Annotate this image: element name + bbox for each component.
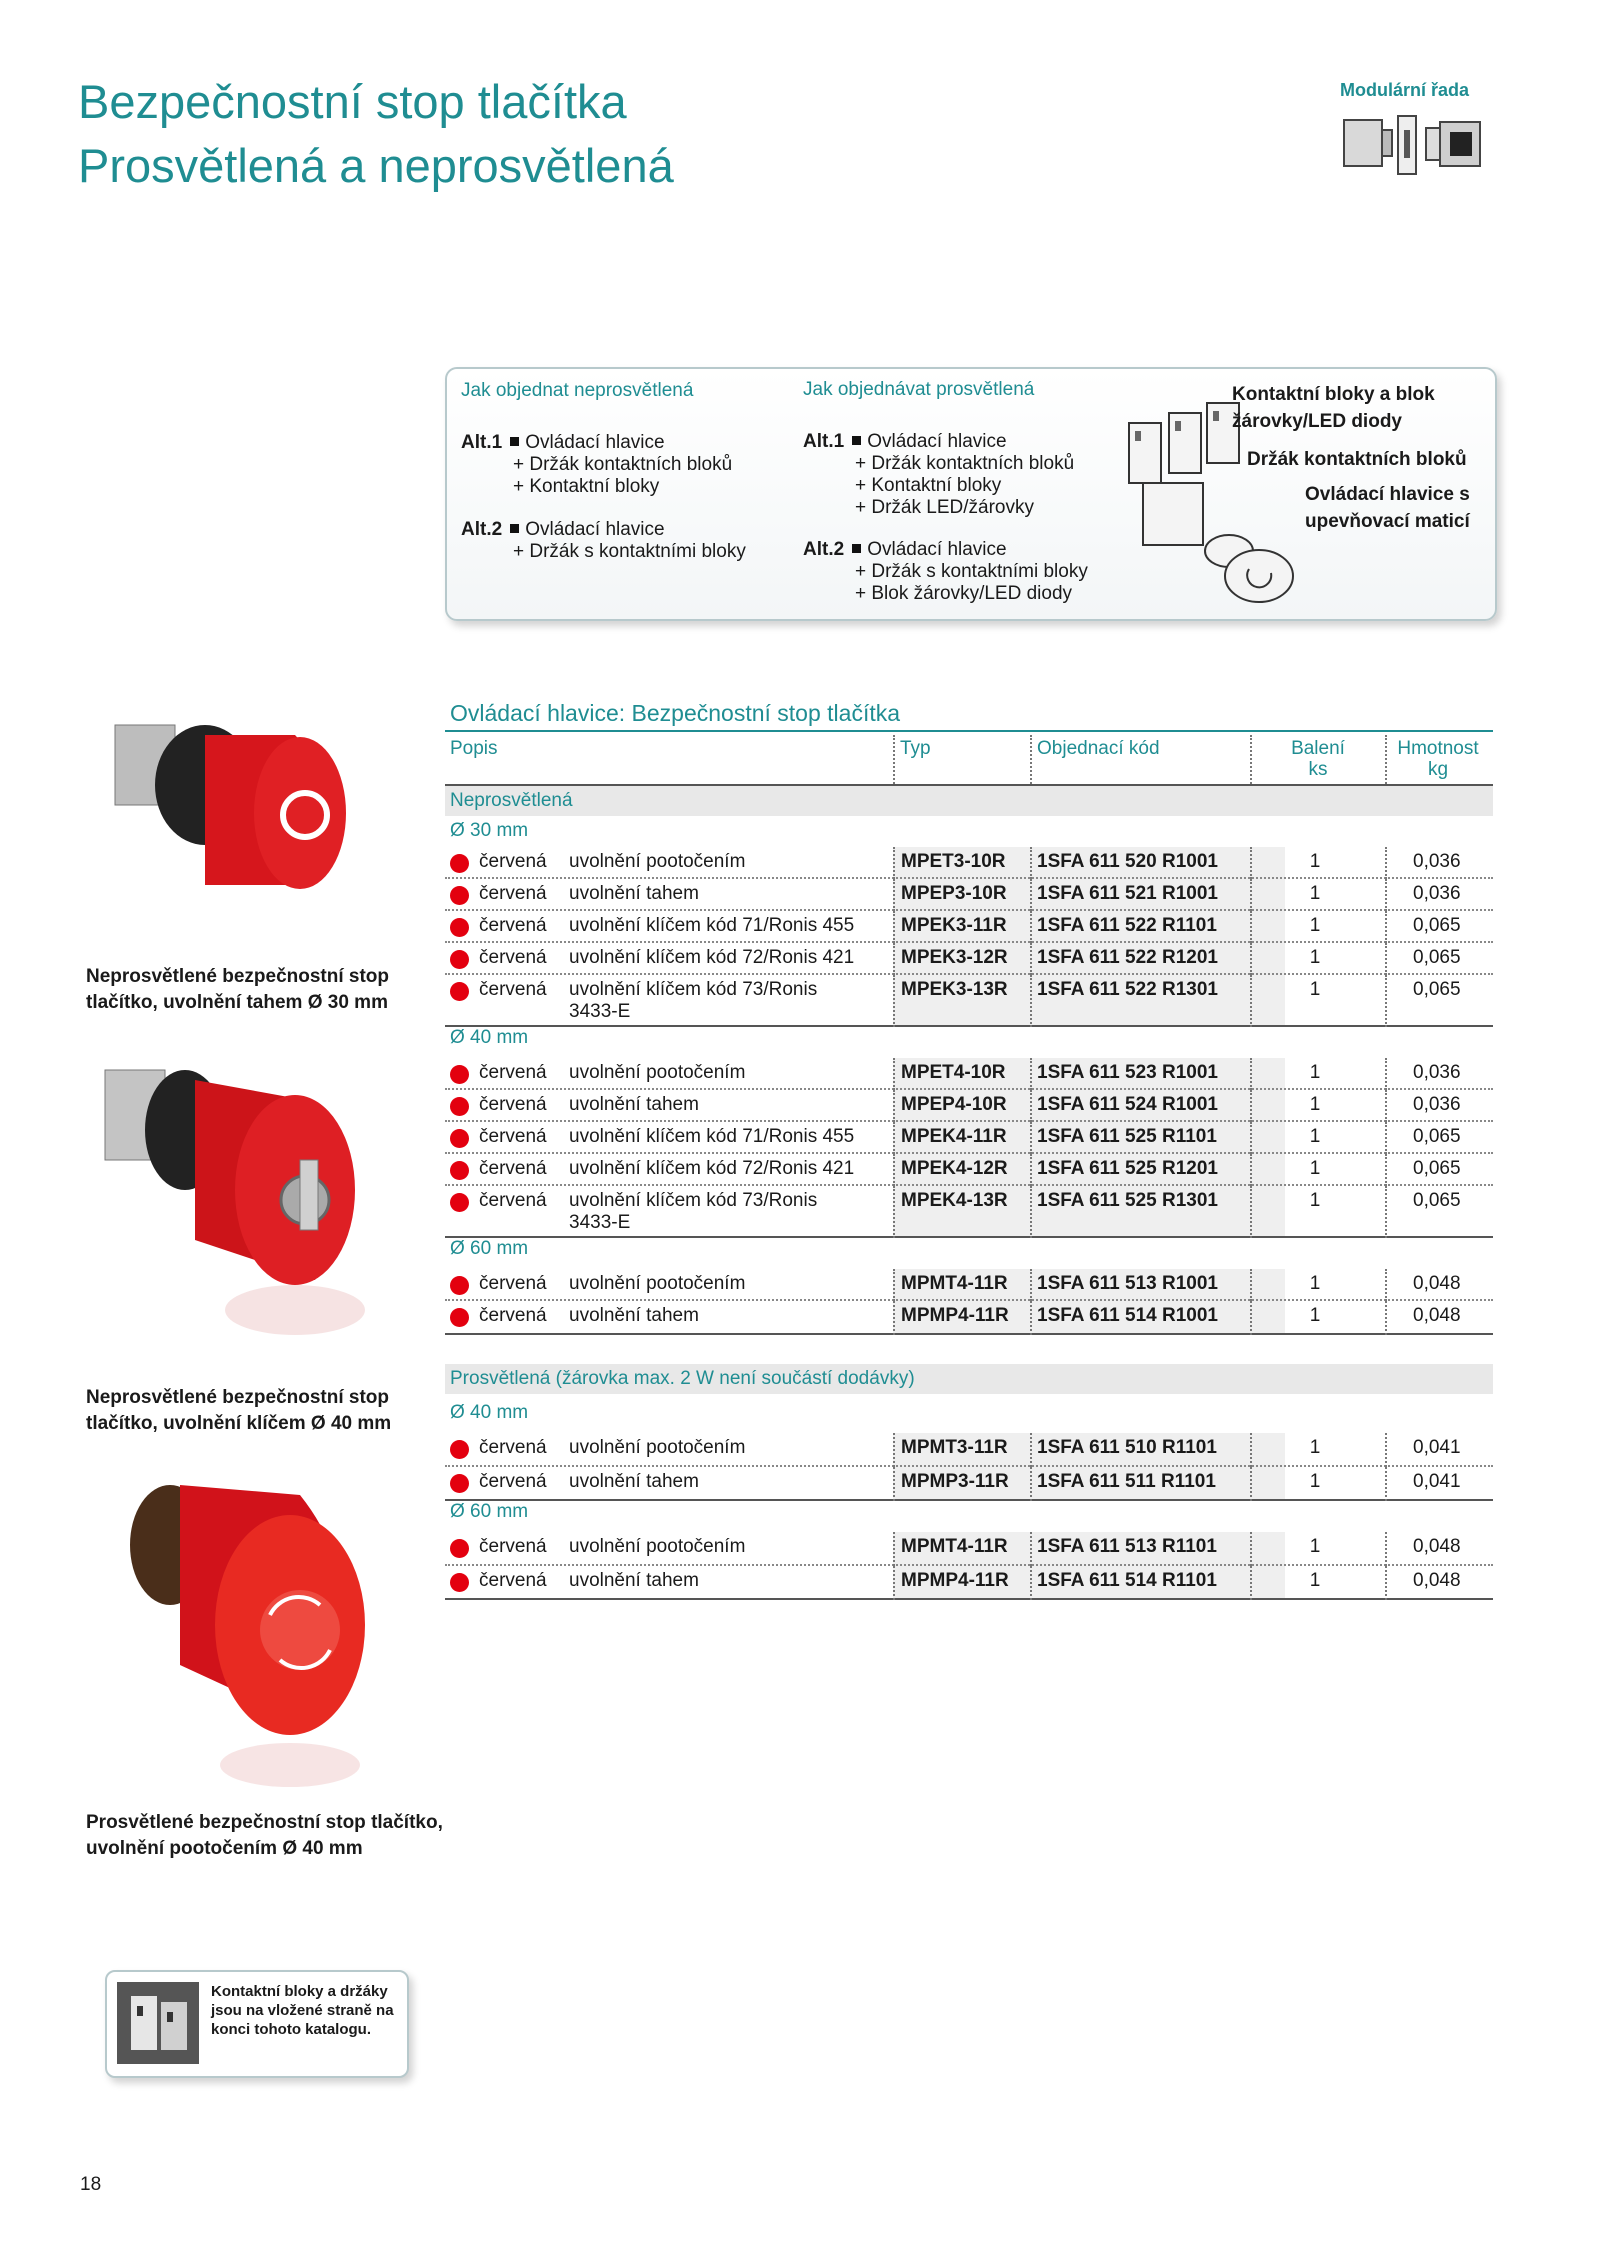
note-text: Kontaktní bloky a držáky jsou na vložené straně na konci tohoto katalogu.	[211, 1983, 394, 2038]
page-title	[78, 70, 674, 198]
column-divider	[893, 1269, 895, 1301]
cell-description: uvolnění pootočením	[569, 1273, 746, 1294]
cell-color: červená	[479, 851, 547, 872]
cell-order-code: 1SFA 611 514 R1001	[1037, 1305, 1218, 1326]
cell-order-code: 1SFA 611 521 R1001	[1037, 883, 1218, 904]
red-color-dot-icon	[450, 1097, 469, 1116]
column-divider	[1250, 847, 1252, 879]
column-divider	[1385, 1186, 1387, 1238]
cell-order-code: 1SFA 611 525 R1301	[1037, 1190, 1218, 1211]
page-number: 18	[80, 2174, 102, 2195]
column-divider	[893, 1186, 895, 1238]
cell-pack-qty: 1	[1309, 1094, 1321, 1115]
row-rule	[445, 1236, 1493, 1238]
red-color-dot-icon	[450, 1129, 469, 1148]
column-divider	[1385, 1269, 1387, 1301]
table-row	[445, 975, 1493, 1027]
cell-description: uvolnění klíčem kód 72/Ronis 421	[569, 947, 855, 968]
column-divider	[893, 1122, 895, 1154]
table-row	[445, 1467, 1493, 1501]
column-divider	[1030, 1566, 1032, 1600]
cell-order-code: 1SFA 611 522 R1101	[1037, 915, 1217, 936]
column-divider	[1030, 1433, 1032, 1467]
cell-description: uvolnění pootočením	[569, 851, 746, 872]
cell-weight: 0,048	[1413, 1305, 1461, 1326]
alt1-label: Alt.1	[461, 432, 503, 453]
cell-order-code: 1SFA 611 522 R1201	[1037, 947, 1218, 968]
cell-type: MPMP3-11R	[901, 1471, 1009, 1492]
caption-line: Neprosvětlené bezpečnostní stop	[86, 966, 390, 987]
cell-pack-qty: 1	[1309, 851, 1321, 872]
diameter-60: Ø 60 mm	[450, 1238, 529, 1259]
table-row	[445, 1269, 1493, 1301]
cell-pack-qty: 1	[1309, 979, 1321, 1000]
column-divider	[1250, 975, 1252, 1027]
column-divider	[1030, 975, 1032, 1027]
cell-description: uvolnění klíčem kód 71/Ronis 455	[569, 915, 855, 936]
lit-order-heading: Jak objednávat prosvětlená	[803, 379, 1035, 400]
column-divider	[1385, 1532, 1387, 1566]
red-color-dot-icon	[450, 1308, 469, 1327]
cell-type: MPEK4-11R	[901, 1126, 1007, 1147]
row-rule	[445, 1499, 1493, 1501]
row-rule	[445, 1598, 1493, 1600]
cell-weight: 0,065	[1413, 947, 1461, 968]
cell-color: červená	[479, 1094, 547, 1115]
cell-order-code: 1SFA 611 525 R1101	[1037, 1126, 1217, 1147]
cell-pack-qty: 1	[1309, 915, 1321, 936]
caption-line: Neprosvětlené bezpečnostní stop	[86, 1387, 390, 1408]
column-divider	[1250, 1154, 1252, 1186]
column-divider	[1030, 1154, 1032, 1186]
cell-pack-qty: 1	[1309, 1273, 1321, 1294]
caption-key-40mm	[86, 1385, 391, 1437]
cell-type: MPMP4-11R	[901, 1305, 1009, 1326]
cell-order-code: 1SFA 611 511 R1101	[1037, 1471, 1216, 1492]
nonlit-alt1	[461, 432, 732, 498]
cell-description: uvolnění pootočením	[569, 1536, 746, 1557]
column-divider	[1250, 1301, 1252, 1335]
bullet-square-icon	[510, 437, 519, 446]
cell-description: uvolnění tahem	[569, 1094, 699, 1115]
label-operator-head	[1305, 481, 1470, 535]
cell-color: červená	[479, 1305, 547, 1326]
column-divider	[893, 943, 895, 975]
header-line: ks	[1308, 759, 1328, 780]
diameter-40: Ø 40 mm	[450, 1027, 529, 1048]
cell-color: červená	[479, 1190, 547, 1211]
column-divider	[1385, 911, 1387, 943]
column-divider	[893, 1467, 895, 1501]
table-row	[445, 1301, 1493, 1335]
row-rule	[445, 1333, 1493, 1335]
cell-description: uvolnění klíčem kód 73/Ronis 3433-E	[569, 979, 818, 1022]
column-divider	[1385, 1122, 1387, 1154]
column-divider	[1030, 1122, 1032, 1154]
cell-description: uvolnění tahem	[569, 1305, 699, 1326]
header-popis: Popis	[450, 738, 498, 759]
cell-color: červená	[479, 1536, 547, 1557]
header-divider	[893, 735, 895, 784]
cell-order-code: 1SFA 611 522 R1301	[1037, 979, 1218, 1000]
cell-color: červená	[479, 883, 547, 904]
column-divider	[1385, 847, 1387, 879]
header-baleni	[1268, 738, 1368, 780]
cell-type: MPEK3-11R	[901, 915, 1007, 936]
column-divider	[1030, 943, 1032, 975]
column-divider	[893, 1301, 895, 1335]
table-row	[445, 879, 1493, 911]
label-line: upevňovací maticí	[1305, 511, 1470, 532]
caption-lit-twist-40mm	[86, 1810, 443, 1862]
cell-color: červená	[479, 1570, 547, 1591]
cell-color: červená	[479, 947, 547, 968]
column-divider	[1385, 943, 1387, 975]
modular-label: Modulární řada	[1340, 80, 1470, 100]
cell-description: uvolnění klíčem kód 72/Ronis 421	[569, 1158, 855, 1179]
caption-line: tlačítko, uvolnění klíčem Ø 40 mm	[86, 1413, 392, 1434]
section-nonlit: Neprosvětlená	[445, 786, 1493, 816]
red-color-dot-icon	[450, 1276, 469, 1295]
cell-order-code: 1SFA 611 513 R1001	[1037, 1273, 1218, 1294]
red-color-dot-icon	[450, 950, 469, 969]
red-color-dot-icon	[450, 982, 469, 1001]
product-image-lit-twist-40mm	[100, 1465, 380, 1795]
table-row	[445, 847, 1493, 879]
column-divider	[1030, 1058, 1032, 1090]
cell-description: uvolnění klíčem kód 71/Ronis 455	[569, 1126, 855, 1147]
column-divider	[1385, 879, 1387, 911]
column-divider	[1385, 1301, 1387, 1335]
caption-line: Prosvětlené bezpečnostní stop tlačítko,	[86, 1812, 443, 1833]
column-divider	[893, 1532, 895, 1566]
column-divider	[1250, 1467, 1252, 1501]
cell-pack-qty: 1	[1309, 1570, 1321, 1591]
cell-color: červená	[479, 915, 547, 936]
column-divider	[1030, 879, 1032, 911]
cell-type: MPMP4-11R	[901, 1570, 1009, 1591]
cell-description: uvolnění tahem	[569, 1570, 699, 1591]
cell-type: MPEK4-12R	[901, 1158, 1008, 1179]
column-divider	[1030, 1467, 1032, 1501]
cell-order-code: 1SFA 611 520 R1001	[1037, 851, 1218, 872]
label-contact-blocks	[1232, 381, 1435, 435]
alt2-line: Ovládací hlavice	[867, 539, 1007, 560]
cell-type: MPMT4-11R	[901, 1536, 1008, 1557]
alt2-label: Alt.2	[803, 539, 845, 560]
cell-order-code: 1SFA 611 525 R1201	[1037, 1158, 1218, 1179]
contact-block-icon	[117, 1982, 199, 2064]
red-color-dot-icon	[450, 886, 469, 905]
table-row	[445, 1058, 1493, 1090]
column-divider	[1030, 1532, 1032, 1566]
cell-color: červená	[479, 979, 547, 1000]
label-line: žárovky/LED diody	[1232, 411, 1402, 432]
column-divider	[1250, 1532, 1252, 1566]
cell-pack-qty: 1	[1309, 1437, 1321, 1458]
label-line: Kontaktní bloky a blok	[1232, 384, 1435, 405]
alt1-line: + Kontaktní bloky	[513, 476, 660, 497]
red-color-dot-icon	[450, 1065, 469, 1084]
title-line2: Prosvětlená a neprosvětlená	[78, 139, 674, 192]
table-row	[445, 1122, 1493, 1154]
column-divider	[1030, 847, 1032, 879]
alt1-line: + Držák kontaktních bloků	[513, 454, 733, 475]
cell-type: MPMT3-11R	[901, 1437, 1008, 1458]
diameter-40-lit: Ø 40 mm	[450, 1402, 529, 1423]
column-divider	[893, 1090, 895, 1122]
red-color-dot-icon	[450, 1539, 469, 1558]
diameter-30: Ø 30 mm	[450, 820, 529, 841]
cell-pack-qty: 1	[1309, 1305, 1321, 1326]
note-box	[105, 1970, 409, 2078]
column-divider	[1030, 911, 1032, 943]
lit-alt1	[803, 431, 1074, 519]
alt2-line: + Držák s kontaktními bloky	[513, 541, 746, 562]
cell-color: červená	[479, 1437, 547, 1458]
bullet-square-icon	[852, 436, 861, 445]
alt1-line: + Držák LED/žárovky	[855, 497, 1034, 518]
cell-type: MPEK4-13R	[901, 1190, 1008, 1211]
cell-weight: 0,065	[1413, 1158, 1461, 1179]
table-row	[445, 1433, 1493, 1467]
cell-pack-qty: 1	[1309, 1062, 1321, 1083]
diameter-60-lit: Ø 60 mm	[450, 1501, 529, 1522]
column-divider	[1385, 1566, 1387, 1600]
column-divider	[893, 1058, 895, 1090]
cell-pack-qty: 1	[1309, 1190, 1321, 1211]
cell-type: MPEK3-13R	[901, 979, 1008, 1000]
cell-type: MPEP4-10R	[901, 1094, 1007, 1115]
column-divider	[1385, 1058, 1387, 1090]
cell-weight: 0,041	[1413, 1471, 1461, 1492]
cell-weight: 0,036	[1413, 851, 1461, 872]
header-line: Balení	[1291, 738, 1345, 759]
column-divider	[1385, 1433, 1387, 1467]
column-divider	[1250, 1122, 1252, 1154]
section-lit: Prosvětlená (žárovka max. 2 W není součástí dodávky)	[445, 1364, 1493, 1394]
column-divider	[1250, 1269, 1252, 1301]
column-divider	[893, 879, 895, 911]
lit-alt2	[803, 539, 1088, 605]
cell-weight: 0,065	[1413, 1126, 1461, 1147]
column-divider	[1250, 1433, 1252, 1467]
table-row	[445, 1154, 1493, 1186]
cell-order-code: 1SFA 611 513 R1101	[1037, 1536, 1217, 1557]
red-color-dot-icon	[450, 1161, 469, 1180]
title-line1: Bezpečnostní stop tlačítka	[78, 75, 627, 128]
cell-weight: 0,048	[1413, 1536, 1461, 1557]
cell-color: červená	[479, 1126, 547, 1147]
table-row	[445, 1566, 1493, 1600]
column-divider	[1030, 1269, 1032, 1301]
cell-color: červená	[479, 1062, 547, 1083]
alt2-line: + Držák s kontaktními bloky	[855, 561, 1088, 582]
header-divider	[1030, 735, 1032, 784]
cell-pack-qty: 1	[1309, 883, 1321, 904]
cell-pack-qty: 1	[1309, 1158, 1321, 1179]
cell-pack-qty: 1	[1309, 1126, 1321, 1147]
header-typ: Typ	[900, 738, 931, 759]
column-divider	[1250, 1566, 1252, 1600]
table-row	[445, 1186, 1493, 1238]
alt1-line: + Kontaktní bloky	[855, 475, 1002, 496]
modular-series-icon	[1340, 110, 1490, 182]
alt1-line: Ovládací hlavice	[867, 431, 1007, 452]
alt1-line: Ovládací hlavice	[525, 432, 665, 453]
alt2-line: Ovládací hlavice	[525, 519, 665, 540]
header-divider	[1385, 735, 1387, 784]
column-divider	[893, 1566, 895, 1600]
red-color-dot-icon	[450, 1573, 469, 1592]
cell-weight: 0,048	[1413, 1570, 1461, 1591]
header-divider	[1250, 735, 1252, 784]
column-divider	[893, 847, 895, 879]
product-image-pull-30mm	[95, 695, 355, 945]
cell-pack-qty: 1	[1309, 1471, 1321, 1492]
column-divider	[893, 1154, 895, 1186]
row-rule	[445, 1025, 1493, 1027]
bullet-square-icon	[852, 544, 861, 553]
header-hmotnost	[1388, 738, 1488, 780]
label-line: Ovládací hlavice s	[1305, 484, 1470, 505]
cell-type: MPET3-10R	[901, 851, 1006, 872]
cell-order-code: 1SFA 611 514 R1101	[1037, 1570, 1217, 1591]
cell-weight: 0,041	[1413, 1437, 1461, 1458]
table-row	[445, 1532, 1493, 1566]
cell-weight: 0,065	[1413, 979, 1461, 1000]
column-divider	[1250, 1186, 1252, 1238]
label-contact-holder: Držák kontaktních bloků	[1247, 449, 1467, 470]
column-divider	[1385, 1090, 1387, 1122]
column-divider	[1250, 1090, 1252, 1122]
cell-weight: 0,036	[1413, 883, 1461, 904]
cell-description: uvolnění tahem	[569, 883, 699, 904]
alt1-line: + Držák kontaktních bloků	[855, 453, 1075, 474]
cell-weight: 0,065	[1413, 1190, 1461, 1211]
header-line: kg	[1427, 759, 1449, 780]
column-divider	[1385, 1467, 1387, 1501]
column-divider	[893, 911, 895, 943]
red-color-dot-icon	[450, 918, 469, 937]
column-divider	[1385, 975, 1387, 1027]
column-divider	[1030, 1301, 1032, 1335]
nonlit-order-heading: Jak objednat neprosvětlená	[461, 380, 694, 401]
table-row	[445, 911, 1493, 943]
cell-weight: 0,036	[1413, 1062, 1461, 1083]
red-color-dot-icon	[450, 1474, 469, 1493]
table-row	[445, 943, 1493, 975]
alt2-label: Alt.2	[461, 519, 503, 540]
red-color-dot-icon	[450, 1440, 469, 1459]
column-divider	[1030, 1090, 1032, 1122]
order-info-box	[445, 367, 1497, 621]
cell-pack-qty: 1	[1309, 947, 1321, 968]
cell-weight: 0,048	[1413, 1273, 1461, 1294]
cell-type: MPET4-10R	[901, 1062, 1006, 1083]
alt2-line: + Blok žárovky/LED diody	[855, 583, 1073, 604]
cell-color: červená	[479, 1273, 547, 1294]
cell-description: uvolnění klíčem kód 73/Ronis 3433-E	[569, 1190, 818, 1233]
cell-description: uvolnění tahem	[569, 1471, 699, 1492]
cell-description: uvolnění pootočením	[569, 1437, 746, 1458]
red-color-dot-icon	[450, 1193, 469, 1212]
cell-type: MPEK3-12R	[901, 947, 1008, 968]
table-title: Ovládací hlavice: Bezpečnostní stop tlačítka	[450, 700, 901, 726]
product-image-key-40mm	[95, 1050, 375, 1360]
alt1-label: Alt.1	[803, 431, 845, 452]
cell-type: MPEP3-10R	[901, 883, 1007, 904]
table-row	[445, 1090, 1493, 1122]
header-line: Hmotnost	[1397, 738, 1479, 759]
cell-color: červená	[479, 1471, 547, 1492]
column-divider	[1385, 1154, 1387, 1186]
caption-pull-30mm	[86, 964, 389, 1016]
column-divider	[1250, 879, 1252, 911]
cell-color: červená	[479, 1158, 547, 1179]
nonlit-alt2	[461, 519, 746, 563]
table-title-rule	[445, 730, 1493, 732]
column-divider	[893, 1433, 895, 1467]
column-divider	[1030, 1186, 1032, 1238]
cell-description: uvolnění pootočením	[569, 1062, 746, 1083]
cell-order-code: 1SFA 611 523 R1001	[1037, 1062, 1218, 1083]
bullet-square-icon	[510, 524, 519, 533]
cell-weight: 0,065	[1413, 915, 1461, 936]
column-divider	[1250, 943, 1252, 975]
cell-order-code: 1SFA 611 524 R1001	[1037, 1094, 1218, 1115]
caption-line: tlačítko, uvolnění tahem Ø 30 mm	[86, 992, 388, 1013]
cell-type: MPMT4-11R	[901, 1273, 1008, 1294]
cell-pack-qty: 1	[1309, 1536, 1321, 1557]
red-color-dot-icon	[450, 854, 469, 873]
column-divider	[893, 975, 895, 1027]
cell-order-code: 1SFA 611 510 R1101	[1037, 1437, 1217, 1458]
column-divider	[1250, 911, 1252, 943]
caption-line: uvolnění pootočením Ø 40 mm	[86, 1838, 363, 1859]
header-kod: Objednací kód	[1037, 738, 1160, 759]
cell-weight: 0,036	[1413, 1094, 1461, 1115]
column-divider	[1250, 1058, 1252, 1090]
